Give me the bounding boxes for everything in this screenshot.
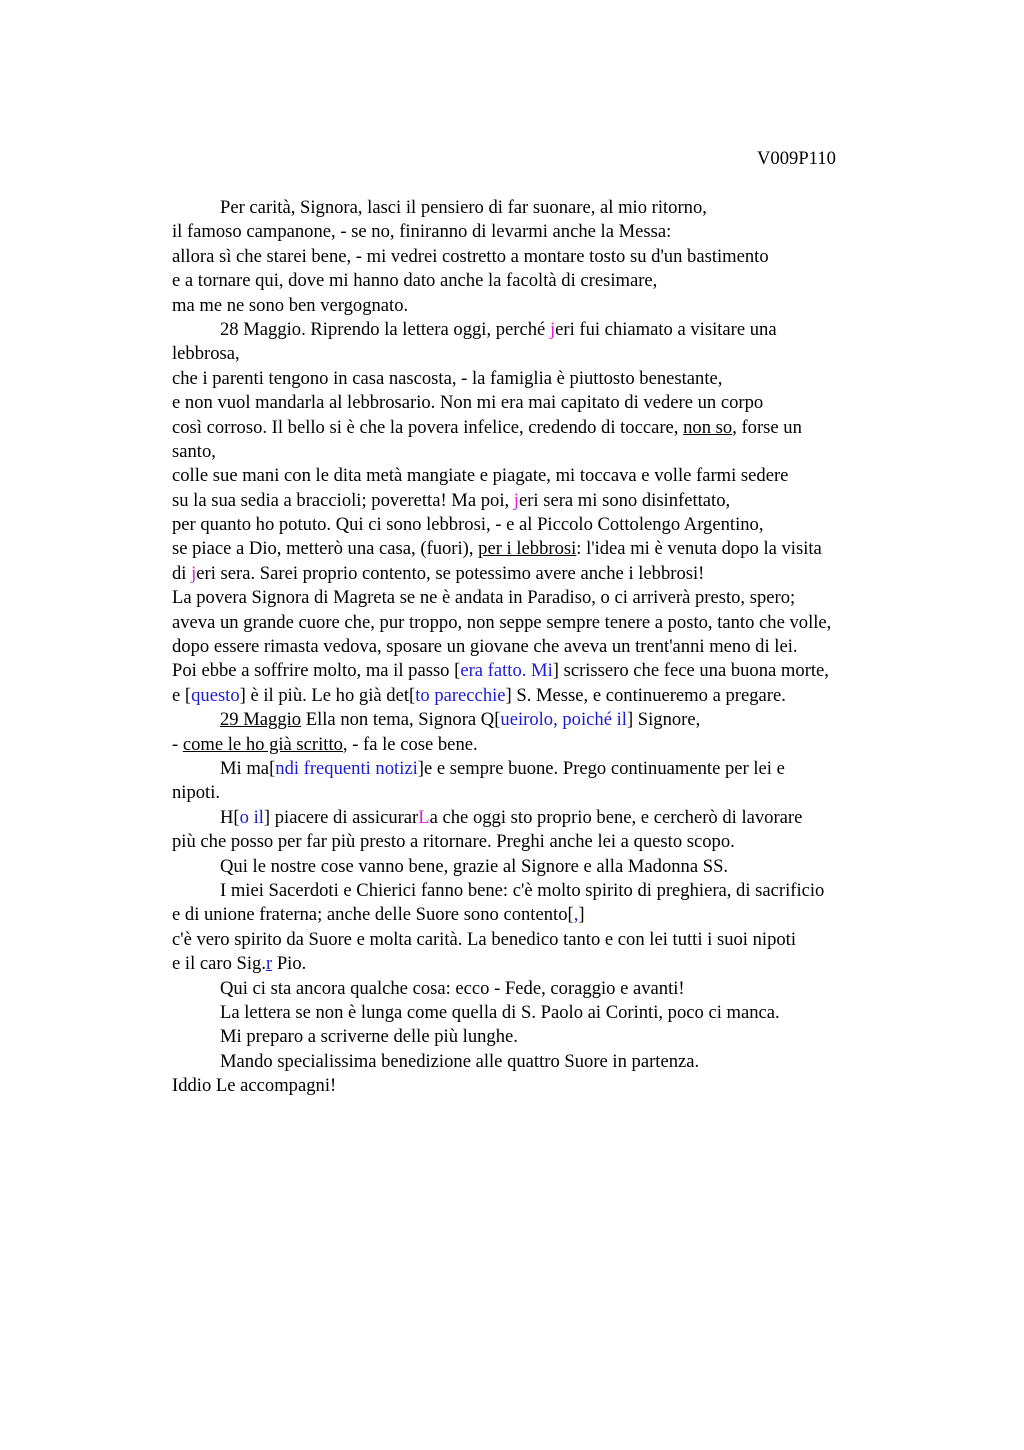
text-line <box>172 562 912 586</box>
text-segment: Mi ma[ <box>220 757 276 779</box>
text-segment: su la sua sedia a braccioli; poveretta! Ma poi, <box>172 489 514 511</box>
text-line <box>172 196 912 220</box>
text-line <box>172 1050 912 1074</box>
text-line <box>172 269 912 293</box>
text-segment: H[ <box>220 806 240 828</box>
text-segment: ] scrissero che fece una buona morte, <box>552 660 829 682</box>
text-segment: e [ <box>172 684 192 706</box>
text-segment: ] piacere di assicurar <box>263 806 419 828</box>
text-segment: Pio. <box>272 953 307 975</box>
letter-body <box>172 196 912 1098</box>
text-line <box>172 245 912 269</box>
editorial-insertion: o il <box>239 806 264 828</box>
text-segment: Per carità, Signora, lasci il pensiero di far suonare, al mio ritorno, <box>220 197 707 218</box>
page-code: V009P110 <box>757 148 836 169</box>
text-segment: e il caro Sig. <box>172 953 266 975</box>
text-line <box>172 586 912 610</box>
text-segment: dopo essere rimasta vedova, sposare un giovane che aveva un trent'anni meno di lei. <box>172 636 798 658</box>
text-line <box>172 318 912 342</box>
text-segment: I miei Sacerdoti e Chierici fanno bene: c'è molto spirito di preghiera, di sacrificio <box>220 879 825 901</box>
text-line <box>172 440 912 464</box>
text-segment: c'è vero spirito da Suore e molta carità. La benedico tanto e con lei tutti i suoi nipoti <box>172 928 796 950</box>
text-line <box>172 903 912 927</box>
text-line <box>172 757 912 781</box>
editorial-insertion: to parecchie <box>415 684 506 706</box>
underlined-text: per i lebbrosi <box>478 538 577 560</box>
text-segment: allora sì che starei bene, - mi vedrei costretto a montare tosto su d'un bastimento <box>172 245 769 267</box>
text-segment: e non vuol mandarla al lebbrosario. Non mi era mai capitato di vedere un corpo <box>172 392 764 414</box>
text-line <box>172 367 912 391</box>
text-segment: Iddio Le accompagni! <box>172 1075 337 1097</box>
text-segment: Qui le nostre cose vanno bene, grazie al Signore e alla Madonna SS. <box>220 855 729 877</box>
text-segment: Mando specialissima benedizione alle quattro Suore in partenza. <box>220 1050 700 1072</box>
text-line <box>172 464 912 488</box>
text-segment: Ella non tema, Signora Q[ <box>301 709 501 731</box>
text-segment: eri sera mi sono disinfettato, <box>518 489 731 511</box>
text-segment: e a tornare qui, dove mi hanno dato anche la facoltà di cresimare, <box>172 270 658 292</box>
editorial-correction: j <box>549 318 556 340</box>
editorial-insertion: ndi frequenti notizi <box>275 757 418 779</box>
text-line <box>172 635 912 659</box>
text-segment: Poi ebbe a soffrire molto, ma il passo [ <box>172 660 461 682</box>
text-segment: colle sue mani con le dita metà mangiate e piagate, mi toccava e volle farmi sedere <box>172 465 789 487</box>
text-segment: : l'idea mi è venuta dopo la visita <box>576 538 822 560</box>
text-segment: La lettera se non è lunga come quella di S. Paolo ai Corinti, poco ci manca. <box>220 1001 780 1023</box>
text-segment: e di unione fraterna; anche delle Suore sono contento[ <box>172 904 574 926</box>
text-segment: nipoti. <box>172 782 221 804</box>
text-segment: Mi preparo a scriverne delle più lunghe. <box>220 1026 518 1048</box>
editorial-correction: L <box>418 806 430 828</box>
text-line <box>172 659 912 683</box>
text-segment: 28 Maggio. Riprendo la lettera oggi, perché <box>220 318 550 340</box>
underlined-text: non so <box>683 416 733 438</box>
text-segment: ] <box>578 904 585 926</box>
editorial-insertion: questo <box>191 684 240 706</box>
text-line <box>172 294 912 318</box>
text-segment: aveva un grande cuore che, pur troppo, non seppe sempre tenere a posto, tanto che volle, <box>172 611 832 633</box>
text-segment: di <box>172 562 192 584</box>
text-line <box>172 830 912 854</box>
text-line <box>172 684 912 708</box>
editorial-insertion: , <box>573 904 579 926</box>
text-segment: a che oggi sto proprio bene, e cercherò di lavorare <box>429 806 803 828</box>
text-line <box>172 1025 912 1049</box>
underlined-text: 29 Maggio <box>220 709 302 731</box>
text-line <box>172 708 912 732</box>
text-segment: ] Signore, <box>626 709 701 731</box>
text-line <box>172 416 912 440</box>
text-segment: ] è il più. Le ho già det[ <box>239 684 416 706</box>
text-segment: che i parenti tengono in casa nascosta, - la famiglia è piuttosto benestante, <box>172 367 723 389</box>
text-segment: più che posso per far più presto a ritornare. Preghi anche lei a questo scopo. <box>172 831 735 853</box>
editorial-correction: j <box>513 489 519 511</box>
text-line <box>172 342 912 366</box>
editorial-insertion: era fatto. Mi <box>460 660 553 682</box>
text-segment: santo, <box>172 440 216 462</box>
text-segment: ma me ne sono ben vergognato. <box>172 294 409 316</box>
text-line <box>172 513 912 537</box>
text-segment: eri sera. Sarei proprio contento, se potessimo avere anche i lebbrosi! <box>196 562 705 584</box>
editorial-insertion: r <box>265 953 273 975</box>
editorial-correction: j <box>191 562 197 584</box>
text-line <box>172 537 912 561</box>
text-line <box>172 879 912 903</box>
text-segment: , - fa le cose bene. <box>342 733 478 755</box>
text-segment: - <box>172 733 183 755</box>
text-segment: ] S. Messe, e continueremo a pregare. <box>505 684 786 706</box>
text-line <box>172 928 912 952</box>
text-segment: per quanto ho potuto. Qui ci sono lebbrosi, - e al Piccolo Cottolengo Argentino, <box>172 514 764 536</box>
text-line <box>172 1074 912 1098</box>
text-segment: Qui ci sta ancora qualche cosa: ecco - Fede, coraggio e avanti! <box>220 977 685 999</box>
text-line <box>172 952 912 976</box>
text-segment: eri fui chiamato a visitare una <box>555 318 777 340</box>
text-line <box>172 855 912 879</box>
text-segment: , forse un <box>732 416 802 438</box>
text-line <box>172 781 912 805</box>
text-line <box>172 611 912 635</box>
text-segment: lebbrosa, <box>172 343 240 365</box>
text-line <box>172 489 912 513</box>
text-segment: se piace a Dio, metterò una casa, (fuori), <box>172 538 479 560</box>
text-segment: La povera Signora di Magreta se ne è andata in Paradiso, o ci arriverà presto, spero; <box>172 587 796 609</box>
text-line <box>172 220 912 244</box>
text-line <box>172 806 912 830</box>
underlined-text: come le ho già scritto <box>182 733 343 755</box>
text-line <box>172 391 912 415</box>
text-segment: il famoso campanone, - se no, finiranno di levarmi anche la Messa: <box>172 221 672 243</box>
text-line <box>172 1001 912 1025</box>
text-line <box>172 733 912 757</box>
text-line <box>172 977 912 1001</box>
text-segment: ]e e sempre buone. Prego continuamente per lei e <box>417 757 785 779</box>
text-segment: così corroso. Il bello si è che la povera infelice, credendo di toccare, <box>172 416 684 438</box>
editorial-insertion: ueirolo, poiché il <box>500 709 627 731</box>
